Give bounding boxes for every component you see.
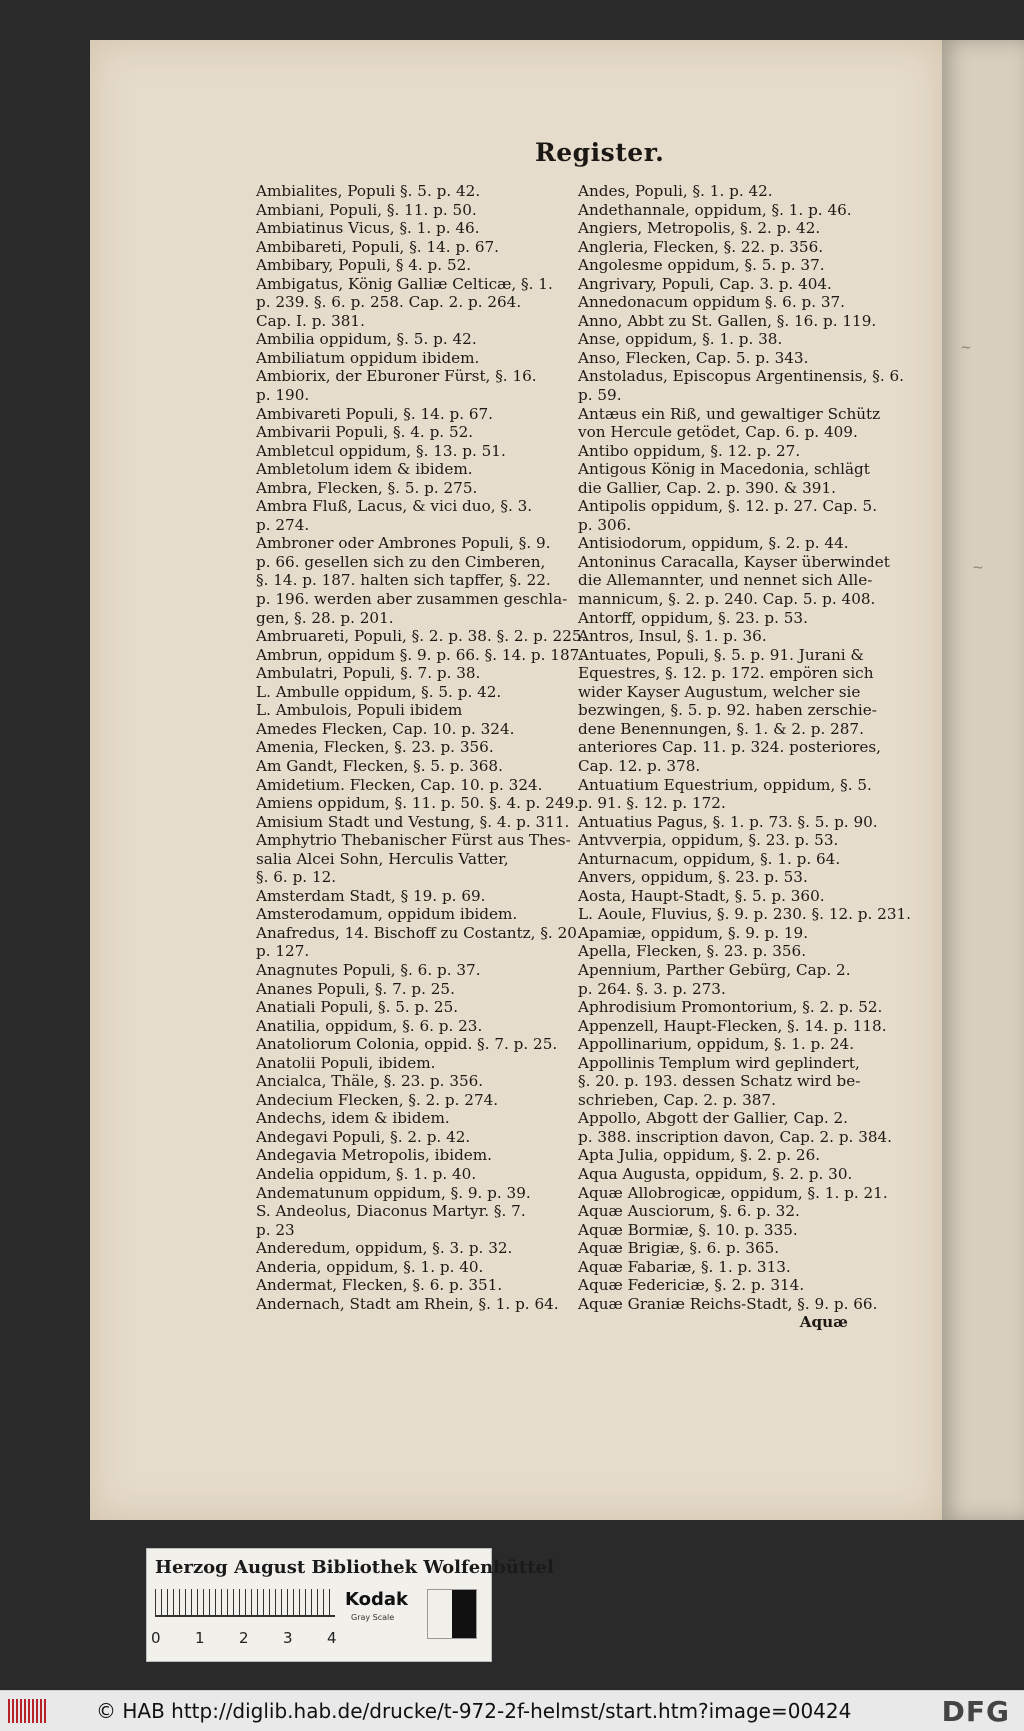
- index-entry-line: Antuatium Equestrium, oppidum, §. 5.: [578, 775, 872, 794]
- index-entry-line: p. 196. werden aber zusammen geschla-: [256, 590, 568, 609]
- index-entry-line: §. 6. p. 12.: [256, 868, 337, 887]
- bleed-through-mark: ~: [960, 340, 972, 356]
- index-entry-line: Amphytrio Thebanischer Fürst aus Thes-: [256, 831, 571, 850]
- ruler-number: 2: [239, 1629, 249, 1647]
- index-entry-line: Ambletcul oppidum, §. 13. p. 51.: [256, 441, 506, 460]
- index-entry-line: Antros, Insul, §. 1. p. 36.: [578, 627, 767, 646]
- hab-barcode-icon: [8, 1699, 48, 1723]
- index-entry-line: Angiers, Metropolis, §. 2. p. 42.: [578, 219, 821, 238]
- index-entry-line: p. 306.: [578, 515, 632, 534]
- kodak-subtitle: Gray Scale: [351, 1613, 395, 1622]
- index-entry-line: mannicum, §. 2. p. 240. Cap. 5. p. 408.: [578, 590, 876, 609]
- index-entry-line: Antuates, Populi, §. 5. p. 91. Jurani &: [578, 645, 864, 664]
- index-entry-line: Anvers, oppidum, §. 23. p. 53.: [578, 868, 808, 887]
- index-entry-line: Anatolii Populi, ibidem.: [256, 1053, 436, 1072]
- index-entry-line: Ambiani, Populi, §. 11. p. 50.: [256, 200, 477, 219]
- index-entry-line: p. 264. §. 3. p. 273.: [578, 979, 726, 998]
- index-entry-line: Ambletolum idem & ibidem.: [256, 460, 473, 479]
- index-entry-line: Appenzell, Haupt-Flecken, §. 14. p. 118.: [578, 1016, 887, 1035]
- color-target-card: [146, 1548, 554, 1662]
- index-entry-line: Appollinarium, oppidum, §. 1. p. 24.: [578, 1035, 855, 1054]
- index-entry-line: Ambigatus, König Galliæ Celticæ, §. 1.: [256, 274, 553, 293]
- index-entry-line: Aquæ Fabariæ, §. 1. p. 313.: [578, 1257, 791, 1276]
- index-entry-line: Antipolis oppidum, §. 12. p. 27. Cap. 5.: [578, 497, 878, 516]
- index-entry-line: Anno, Abbt zu St. Gallen, §. 16. p. 119.: [578, 311, 877, 330]
- index-entry-line: Ambrun, oppidum §. 9. p. 66. §. 14. p. 187.: [256, 645, 585, 664]
- index-entry-line: Anatilia, oppidum, §. 6. p. 23.: [256, 1016, 483, 1035]
- index-entry-line: Apennium, Parther Gebürg, Cap. 2.: [578, 960, 851, 979]
- index-entry-line: Ananes Populi, §. 7. p. 25.: [256, 979, 455, 998]
- index-entry-line: Andematunum oppidum, §. 9. p. 39.: [256, 1183, 531, 1202]
- index-entry-line: anteriores Cap. 11. p. 324. posteriores,: [578, 738, 881, 757]
- index-entry-line: Andechs, idem & ibidem.: [256, 1109, 450, 1128]
- index-entry-line: die Gallier, Cap. 2. p. 390. & 391.: [578, 478, 836, 497]
- index-entry-line: Antibo oppidum, §. 12. p. 27.: [578, 441, 801, 460]
- index-entry-line: Anse, oppidum, §. 1. p. 38.: [578, 330, 783, 349]
- index-entry-line: Aquæ Bormiæ, §. 10. p. 335.: [578, 1220, 798, 1239]
- index-entry-line: Anatiali Populi, §. 5. p. 25.: [256, 998, 459, 1017]
- index-entry-line: p. 127.: [256, 942, 310, 961]
- index-entry-line: Ambialites, Populi §. 5. p. 42.: [256, 182, 481, 200]
- index-entry-line: salia Alcei Sohn, Herculis Vatter,: [256, 849, 509, 868]
- index-entry-line: Antvverpia, oppidum, §. 23. p. 53.: [578, 831, 839, 850]
- ruler-number: 1: [195, 1629, 205, 1647]
- index-entry-line: p. 239. §. 6. p. 258. Cap. 2. p. 264.: [256, 293, 522, 312]
- index-entry-line: Antæus ein Riß, und gewaltiger Schütz: [578, 404, 881, 423]
- index-entry-line: Antisiodorum, oppidum, §. 2. p. 44.: [578, 534, 849, 553]
- index-entry-line: Aquæ Graniæ Reichs-Stadt, §. 9. p. 66.: [578, 1294, 878, 1313]
- index-entry-line: dene Benennungen, §. 1. & 2. p. 287.: [578, 719, 864, 738]
- viewer-footer: [0, 1690, 1024, 1731]
- index-entry-line: Equestres, §. 12. p. 172. empören sich: [578, 664, 874, 683]
- index-entry-line: die Allemannter, und nennet sich Alle-: [578, 571, 873, 590]
- index-entry-line: Annedonacum oppidum §. 6. p. 37.: [578, 293, 846, 312]
- index-entry-line: p. 274.: [256, 515, 310, 534]
- index-entry-line: Appollinis Templum wird geplindert,: [578, 1053, 860, 1072]
- index-entry-line: Ambruareti, Populi, §. 2. p. 38. §. 2. p. 225.: [256, 627, 587, 646]
- index-entry-line: Antigous König in Macedonia, schlägt: [578, 460, 870, 479]
- index-entry-line: gen, §. 28. p. 201.: [256, 608, 394, 627]
- index-entry-line: Antoninus Caracalla, Kayser überwindet: [578, 552, 890, 571]
- bleed-through-mark: ~: [972, 560, 984, 576]
- index-entry-line: Angolesme oppidum, §. 5. p. 37.: [578, 256, 825, 275]
- ruler-number: 4: [327, 1629, 337, 1647]
- index-entry-line: Andelia oppidum, §. 1. p. 40.: [256, 1164, 477, 1183]
- index-entry-line: Amiens oppidum, §. 11. p. 50. §. 4. p. 249.: [256, 794, 579, 813]
- index-entry-line: Angleria, Flecken, §. 22. p. 356.: [578, 237, 824, 256]
- index-entry-line: Ambiatinus Vicus, §. 1. p. 46.: [256, 219, 480, 238]
- index-entry-line: Apta Julia, oppidum, §. 2. p. 26.: [578, 1146, 821, 1165]
- index-entry-line: von Hercule getödet, Cap. 6. p. 409.: [578, 423, 858, 442]
- index-entry-line: Anagnutes Populi, §. 6. p. 37.: [256, 960, 481, 979]
- index-entry-line: p. 23: [256, 1220, 295, 1239]
- index-entry-line: Aosta, Haupt-Stadt, §. 5. p. 360.: [578, 886, 825, 905]
- index-entry-line: Aphrodisium Promontorium, §. 2. p. 52.: [578, 998, 883, 1017]
- adjacent-page-edge: [942, 40, 1024, 1520]
- index-entry-line: Antuatius Pagus, §. 1. p. 73. §. 5. p. 90.: [578, 812, 878, 831]
- index-entry-line: bezwingen, §. 5. p. 92. haben zerschie-: [578, 701, 877, 720]
- index-entry-line: Andethannale, oppidum, §. 1. p. 46.: [578, 200, 852, 219]
- index-entry-line: Andes, Populi, §. 1. p. 42.: [578, 182, 773, 200]
- footer-link[interactable]: © HAB http://diglib.hab.de/drucke/t-972-2f-helmst/start.htm?image=00424: [96, 1699, 852, 1723]
- target-title: Herzog August Bibliothek Wolfenbüttel: [155, 1557, 554, 1578]
- index-entry-line: L. Ambulois, Populi ibidem: [256, 701, 463, 720]
- index-entry-line: Andecium Flecken, §. 2. p. 274.: [256, 1090, 499, 1109]
- index-entry-line: Apella, Flecken, §. 23. p. 356.: [578, 942, 807, 961]
- index-entry-line: p. 388. inscription davon, Cap. 2. p. 384.: [578, 1127, 893, 1146]
- index-entry-line: Angrivary, Populi, Cap. 3. p. 404.: [578, 274, 832, 293]
- index-entry-line: Ambivareti Populi, §. 14. p. 67.: [256, 404, 494, 423]
- index-entry-line: Appollo, Abgott der Gallier, Cap. 2.: [578, 1109, 848, 1128]
- index-entry-line: Anatoliorum Colonia, oppid. §. 7. p. 25.: [256, 1035, 558, 1054]
- index-entry-line: Ambibareti, Populi, §. 14. p. 67.: [256, 237, 499, 256]
- index-entry-line: Ambulatri, Populi, §. 7. p. 38.: [256, 664, 481, 683]
- index-entry-line: Amsterdam Stadt, § 19. p. 69.: [256, 886, 486, 905]
- index-entry-line: Anderia, oppidum, §. 1. p. 40.: [256, 1257, 484, 1276]
- index-column-right: [578, 182, 911, 1332]
- index-entry-line: §. 14. p. 187. halten sich tapffer, §. 22.: [256, 571, 551, 590]
- ruler-number: 3: [283, 1629, 293, 1647]
- index-column-left: [256, 182, 587, 1313]
- index-entry-line: Andermat, Flecken, §. 6. p. 351.: [256, 1276, 503, 1295]
- index-entry-line: L. Ambulle oppidum, §. 5. p. 42.: [256, 682, 502, 701]
- index-entry-line: Antorff, oppidum, §. 23. p. 53.: [578, 608, 808, 627]
- index-entry-line: Ambivarii Populi, §. 4. p. 52.: [256, 423, 474, 442]
- index-entry-line: Am Gandt, Flecken, §. 5. p. 368.: [256, 756, 503, 775]
- index-entry-line: Amedes Flecken, Cap. 10. p. 324.: [256, 719, 515, 738]
- index-entry-line: Aqua Augusta, oppidum, §. 2. p. 30.: [578, 1164, 853, 1183]
- index-entry-line: Ambiorix, der Eburoner Fürst, §. 16.: [256, 367, 537, 386]
- dfg-logo: DFG: [941, 1695, 1010, 1728]
- index-entry-line: Apamiæ, oppidum, §. 9. p. 19.: [578, 923, 809, 942]
- index-entry-line: S. Andeolus, Diaconus Martyr. §. 7.: [256, 1202, 526, 1221]
- index-entry-line: wider Kayser Augustum, welcher sie: [578, 682, 861, 701]
- index-entry-line: Anafredus, 14. Bischoff zu Costantz, §. 20.: [256, 923, 582, 942]
- kodak-brand: Kodak: [345, 1589, 408, 1610]
- index-entry-line: Andernach, Stadt am Rhein, §. 1. p. 64.: [256, 1294, 559, 1313]
- index-entry-line: Ambibary, Populi, § 4. p. 52.: [256, 256, 472, 275]
- index-entry-line: Andegavi Populi, §. 2. p. 42.: [256, 1127, 471, 1146]
- index-entry-line: Ambilia oppidum, §. 5. p. 42.: [256, 330, 477, 349]
- index-entry-line: p. 91. §. 12. p. 172.: [578, 794, 726, 813]
- index-entry-line: Amidetium. Flecken, Cap. 10. p. 324.: [256, 775, 543, 794]
- index-entry-line: Aquæ Ausciorum, §. 6. p. 32.: [578, 1202, 800, 1221]
- index-entry-line: Amisium Stadt und Vestung, §. 4. p. 311.: [256, 812, 570, 831]
- index-entry-line: Anso, Flecken, Cap. 5. p. 343.: [578, 348, 809, 367]
- page-header: Register.: [535, 138, 665, 167]
- catchword: Aquæ: [799, 1313, 848, 1332]
- index-entry-line: p. 190.: [256, 386, 310, 405]
- index-entry-line: Amsterodamum, oppidum ibidem.: [256, 905, 518, 924]
- index-entry-line: Andegavia Metropolis, ibidem.: [256, 1146, 493, 1165]
- gray-scale-patch: [427, 1589, 477, 1639]
- index-entry-line: p. 66. gesellen sich zu den Cimberen,: [256, 552, 546, 571]
- ruler-number: 0: [151, 1629, 161, 1647]
- index-entry-line: §. 20. p. 193. dessen Schatz wird be-: [578, 1072, 861, 1091]
- index-entry-line: Anturnacum, oppidum, §. 1. p. 64.: [578, 849, 841, 868]
- index-entry-line: Cap. 12. p. 378.: [578, 756, 701, 775]
- index-entry-line: Ancialca, Thäle, §. 23. p. 356.: [256, 1072, 484, 1091]
- index-entry-line: Ambra Fluß, Lacus, & vici duo, §. 3.: [256, 497, 533, 516]
- index-entry-line: Aquæ Allobrogicæ, oppidum, §. 1. p. 21.: [578, 1183, 888, 1202]
- index-entry-line: Aquæ Federiciæ, §. 2. p. 314.: [578, 1276, 805, 1295]
- index-entry-line: Anstoladus, Episcopus Argentinensis, §. 6.: [578, 367, 904, 386]
- index-entry-line: p. 59.: [578, 386, 622, 405]
- index-entry-line: Anderedum, oppidum, §. 3. p. 32.: [256, 1239, 513, 1258]
- index-entry-line: schrieben, Cap. 2. p. 387.: [578, 1090, 776, 1109]
- index-entry-line: Amenia, Flecken, §. 23. p. 356.: [256, 738, 494, 757]
- index-entry-line: Aquæ Brigiæ, §. 6. p. 365.: [578, 1239, 780, 1258]
- scale-ruler: [155, 1589, 335, 1617]
- index-entry-line: Cap. I. p. 381.: [256, 311, 365, 330]
- index-entry-line: Ambroner oder Ambrones Populi, §. 9.: [256, 534, 551, 553]
- index-entry-line: Ambra, Flecken, §. 5. p. 275.: [256, 478, 478, 497]
- index-entry-line: Ambiliatum oppidum ibidem.: [256, 348, 480, 367]
- index-entry-line: L. Aoule, Fluvius, §. 9. p. 230. §. 12. p. 231.: [578, 905, 911, 924]
